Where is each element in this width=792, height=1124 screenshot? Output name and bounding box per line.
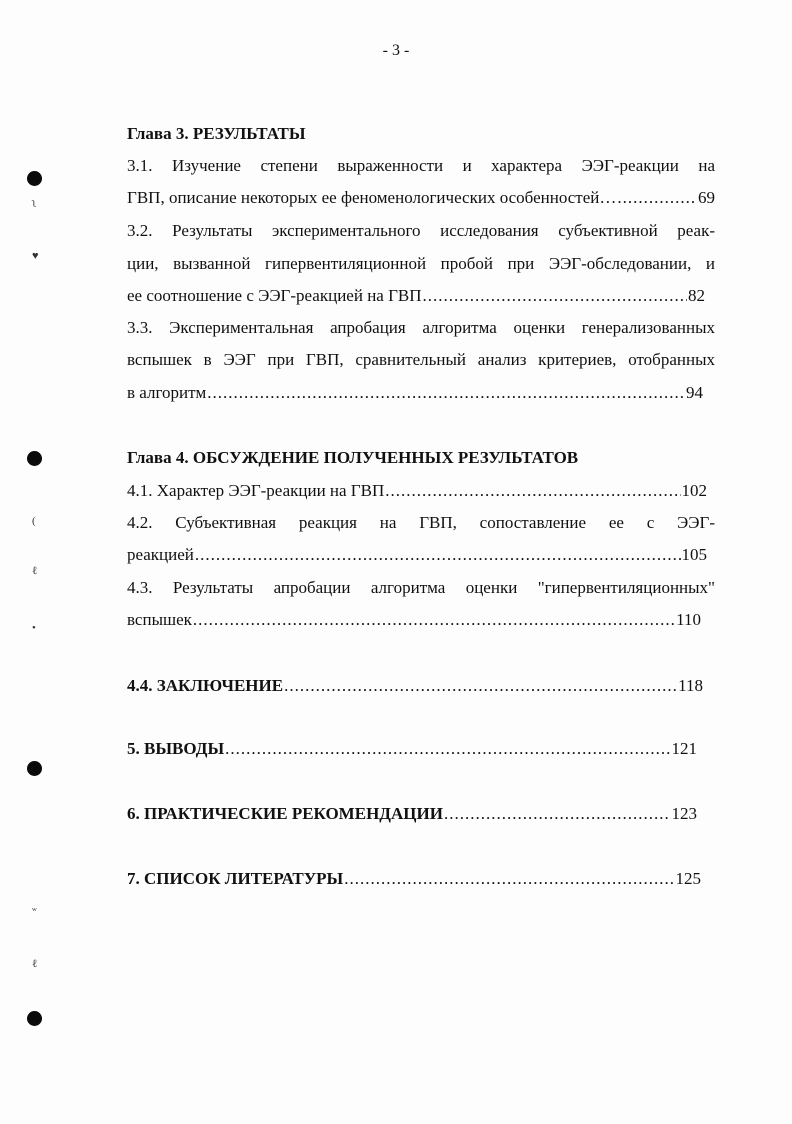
leader-dots	[225, 739, 670, 759]
toc-entry-references-page: 125	[675, 869, 701, 888]
toc-entry-3-3-page: 94	[686, 383, 703, 402]
toc-entry-findings-page: 121	[671, 739, 697, 758]
toc-entry-4-2-line2: реакцией	[127, 545, 194, 564]
toc-entry-4-3-line1: 4.3. Результаты апробации алгоритма оценки "гипервентиляционных"	[127, 578, 715, 597]
toc-entry-recommendations-page: 123	[671, 804, 697, 823]
toc-entry-3-3-line3: в алгоритм	[127, 383, 207, 402]
toc-entry-3-2-page: 82	[688, 286, 705, 305]
leader-dots	[423, 286, 687, 306]
toc-entry-conclusion-page: 118	[678, 676, 703, 695]
leader-dots	[385, 481, 680, 501]
toc-entry-conclusion[interactable]	[127, 676, 703, 696]
toc-entry-3-1-page: 69	[698, 188, 715, 207]
toc-entry-3-3-line1: 3.3. Экспериментальная апробация алгоритма оценки генерализованных	[127, 318, 715, 337]
toc-entry-4-3-page: 110	[676, 610, 701, 629]
scan-speck: ♥	[32, 250, 39, 262]
leader-dots	[195, 545, 681, 565]
toc-entry-3-3[interactable]	[127, 383, 703, 403]
punch-hole	[27, 761, 42, 776]
toc-entry-3-3-line2: вспышек в ЭЭГ при ГВП, сравнительный анализ критериев, отобранных	[127, 350, 715, 369]
toc-entry-3-2-line1: 3.2. Результаты экспериментального исследования субъективной реак-	[127, 221, 715, 240]
leader-dots	[617, 188, 697, 208]
toc-entry-4-1-line1: 4.1. Характер ЭЭГ-реакции на ГВП	[127, 481, 385, 500]
leader-dots	[344, 869, 674, 889]
leader-dots	[444, 804, 671, 824]
leader-dots	[193, 610, 675, 630]
toc-entry-findings-label: 5. ВЫВОДЫ	[127, 739, 225, 758]
toc-entry-3-1-line2: ГВП, описание некоторых ее феноменологических особенностей…	[127, 188, 617, 207]
toc-entry-recommendations-label: 6. ПРАКТИЧЕСКИЕ РЕКОМЕНДАЦИИ	[127, 804, 443, 823]
scan-speck: ℓ	[32, 565, 38, 577]
toc-entry-3-1[interactable]	[127, 188, 715, 208]
toc-entry-3-1-line1: 3.1. Изучение степени выраженности и характера ЭЭГ-реакции на	[127, 156, 715, 175]
punch-hole	[27, 1011, 42, 1026]
punch-hole	[27, 171, 42, 186]
toc-entry-4-2-page: 105	[681, 545, 707, 564]
toc-entry-4-1-page: 102	[681, 481, 707, 500]
toc-entry-4-1[interactable]	[127, 481, 707, 501]
toc-entry-conclusion-label: 4.4. ЗАКЛЮЧЕНИЕ	[127, 676, 284, 695]
scan-speck: •	[32, 622, 36, 634]
chapter-4-title: Глава 4. ОБСУЖДЕНИЕ ПОЛУЧЕННЫХ РЕЗУЛЬТАТОВ	[127, 448, 579, 467]
toc-entry-3-2-line3: ее соотношение с ЭЭГ-реакцией на ГВП	[127, 286, 422, 305]
toc-entry-references[interactable]	[127, 869, 701, 889]
leader-dots	[284, 676, 677, 696]
toc-entry-findings[interactable]	[127, 739, 697, 759]
toc-entry-3-2-line2: ции, вызванной гипервентиляционной пробой при ЭЭГ-обследовании, и	[127, 254, 715, 273]
leader-dots	[207, 383, 685, 403]
page-number: - 3 -	[382, 42, 410, 59]
punch-hole	[27, 451, 42, 466]
scan-speck: ʷ	[32, 905, 37, 917]
scan-speck: (	[32, 515, 36, 527]
toc-entry-4-3-line2: вспышек	[127, 610, 192, 629]
chapter-3-title: Глава 3. РЕЗУЛЬТАТЫ	[127, 124, 306, 143]
toc-entry-4-3[interactable]	[127, 610, 701, 630]
scan-speck: ʅ	[32, 198, 37, 210]
toc-entry-4-2[interactable]	[127, 545, 707, 565]
toc-entry-4-2-line1: 4.2. Субъективная реакция на ГВП, сопоставление ее с ЭЭГ-	[127, 513, 715, 532]
toc-entry-3-2[interactable]	[127, 286, 705, 306]
scan-speck: ℓ	[32, 958, 38, 970]
toc-entry-references-label: 7. СПИСОК ЛИТЕРАТУРЫ	[127, 869, 344, 888]
toc-entry-recommendations[interactable]	[127, 804, 697, 824]
